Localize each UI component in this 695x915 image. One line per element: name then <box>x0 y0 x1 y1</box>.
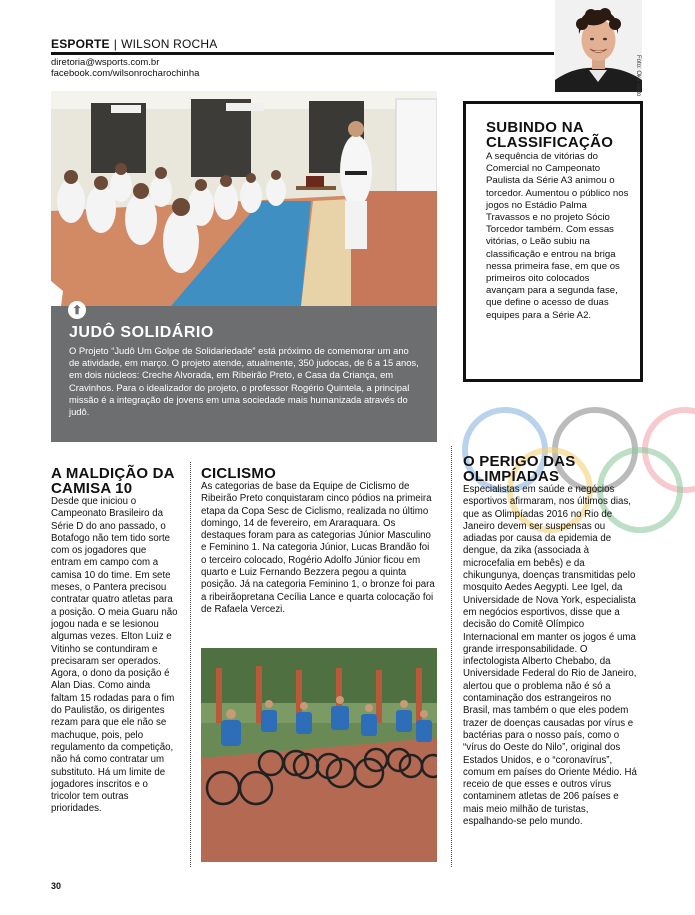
olimpiadas-title: O PERIGO DAS OLIMPÍADAS <box>463 453 576 485</box>
contact-email: diretoria@wsports.com.br <box>51 57 160 68</box>
cycling-photo <box>201 648 437 862</box>
judo-class-photo <box>51 91 437 306</box>
olimpiadas-body: Especialistas em saúde e negócios esportivos afirmaram, nos últimos dias, que as Olimpíadas 2016 no Rio de Janeiro devem ser suspensas ou adiadas por causa da epidemia de dengue, da zika (associada à microcefalia em bebês) e da chikungunya, doenças transmitidas pelo mosquito Aedes Aegypti. Lee Igel, da Universidade de Nova York, especialista em negócios esportivos, disse que a decisão do Comitê Olímpico Internacional em manter os jogos é uma grande irresponsabilidade. O infectologista Alberto Chebabo, da Universidade Federal do Rio de Janeiro, alertou que o problema não é só a contaminação dos estrangeiros no Brasil, mas também o que eles podem trazer de doenças causadas por vírus e bactérias para o nosso país, como o “vírus do Oeste do Nilo”, original dos Estados Unidos, e o “coronavírus”, comum em países do Oriente Médio. Há receio de que esses e outros vírus contaminem atletas de 206 países e mais meio milhão de turistas, espalhando-se pelo mundo. <box>463 484 637 828</box>
column-header <box>51 37 218 51</box>
ciclismo-body: As categorias de base da Equipe de Ciclismo de Ribeirão Preto conquistaram cinco pódios na primeira etapa da Copa Sesc de Ciclismo, realizada no último domingo, 14 de fevereiro, em Araraquara. Os destaques foram para as categorias Júnior Masculino e Feminino 1. Na categoria Júnior, Lucas Brandão foi o terceiro colocado, Rogério Adolfo Júnior ficou em quarto e Luiz Fernando Bezzera pegou a quinta posição. Já na categoria Feminino 1, o bronze foi para a ribeirãopretana Cecília Lance e quarta colocação foi de Rafaela Vercezi. <box>201 481 435 615</box>
judo-caption-box <box>51 303 437 442</box>
columnist-name: WILSON ROCHA <box>121 37 218 51</box>
olimpiadas-article <box>463 454 639 828</box>
judo-title: JUDÔ SOLIDÁRIO <box>69 324 214 341</box>
header-separator: | <box>113 37 118 51</box>
arrow-up-icon: ⬆ <box>68 301 86 319</box>
maldicao-title: A MALDIÇÃO DA CAMISA 10 <box>51 465 175 497</box>
photo-credit: Foto: Oka Inoto <box>635 55 641 97</box>
ciclismo-article <box>201 466 437 616</box>
section-label: ESPORTE <box>51 37 110 51</box>
classification-title: SUBINDO NA CLASSIFICAÇÃO <box>486 119 614 151</box>
column-divider <box>451 446 452 867</box>
maldicao-article <box>51 466 179 816</box>
column-divider <box>190 462 191 867</box>
author-photo <box>555 0 642 92</box>
maldicao-body: Desde que iniciou o Campeonato Brasileiro da Série D do ano passado, o Botafogo não tem tido sorte com os jogadores que entram em campo com a camisa 10 do time. Em sete meses, o Pantera precisou contratar quatro atletas para a posição. O meia Guaru não jogou nada e se lesionou algumas vezes. Elton Luiz e Vitinho se contundiram e precisaram ser operados. Agora, o dono da posição é Alan Dias. Como ainda faltam 15 rodadas para o fim do Paulistão, os dirigentes rezam para que ele não se machuque, pois, pelo regulamento da competição, não há como contratar um substituto. Há um limite de jogadores inscritos e o tricolor tem outras prioridades. <box>51 496 178 815</box>
judo-body: O Projeto “Judô Um Golpe de Solidariedade” está próximo de comemorar um ano de atividade, em março. O projeto atende, atualmente, 350 judocas, de 6 a 15 anos, em dois núcleos: Creche Alvorada, em Ribeirão Preto, e Casa da Criança, em Cravinhos. Para o idealizador do projeto, o professor Rogério Quintela, a principal missão é a integração de jovens em uma sociedade mais humanizada através do judô. <box>69 345 419 418</box>
classification-body: A sequência de vitórias do Comercial no Campeonato Paulista da Série A3 animou o torcedor. Aumentou o público nos jogos no Estádio Palma Travassos e no projeto Sócio Torcedor também. Com essas vitórias, o Leão subiu na classificação e entrou na briga nessa primeira fase, em que os primeiros oito colocados avançam para a segunda fase, que define o acesso de duas equipes para a Série A2. <box>486 151 629 321</box>
page-number: 30 <box>51 881 62 891</box>
header-rule <box>51 52 554 55</box>
contact-info <box>51 57 199 79</box>
contact-facebook: facebook.com/wilsonrocharochinha <box>51 68 200 79</box>
classification-box <box>463 101 643 382</box>
ciclismo-title: CICLISMO <box>201 465 276 482</box>
